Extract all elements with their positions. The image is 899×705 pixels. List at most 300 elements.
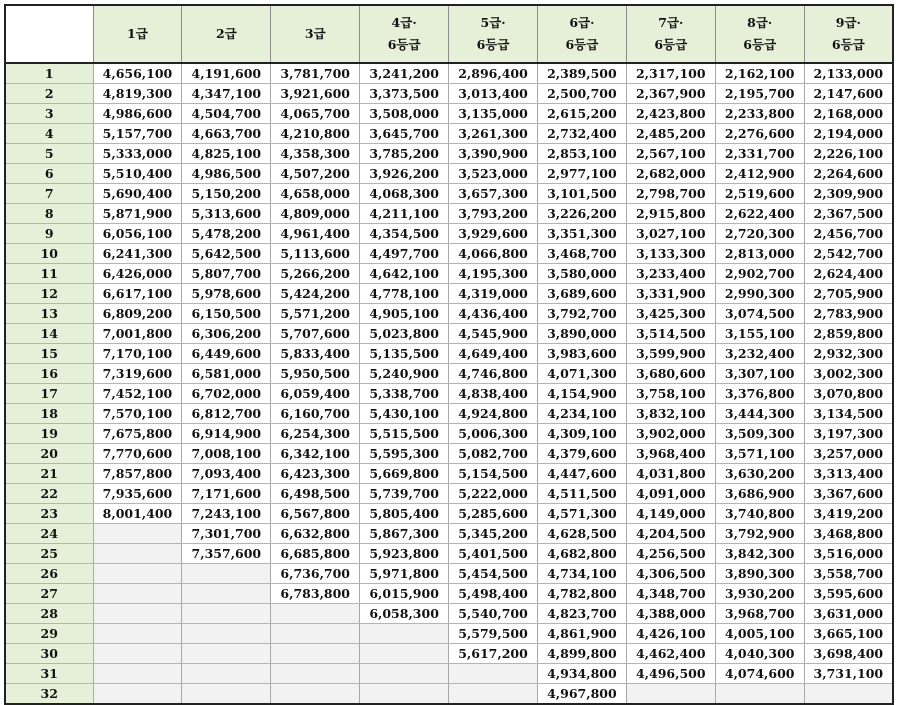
- salary-cell[interactable]: 5,222,000: [449, 484, 538, 504]
- salary-cell[interactable]: 3,832,100: [626, 404, 715, 424]
- header-grade-5[interactable]: [449, 5, 538, 63]
- salary-cell[interactable]: 4,234,100: [537, 404, 626, 424]
- salary-cell[interactable]: 5,006,300: [449, 424, 538, 444]
- salary-cell[interactable]: 3,645,700: [360, 124, 449, 144]
- salary-cell[interactable]: 4,734,100: [537, 564, 626, 584]
- empty-cell[interactable]: [93, 584, 182, 604]
- salary-cell[interactable]: 3,665,100: [804, 624, 893, 644]
- empty-cell[interactable]: [626, 684, 715, 705]
- salary-cell[interactable]: 4,511,500: [537, 484, 626, 504]
- salary-cell[interactable]: 5,023,800: [360, 324, 449, 344]
- salary-cell[interactable]: 4,074,600: [715, 664, 804, 684]
- salary-cell[interactable]: 4,809,000: [271, 204, 360, 224]
- salary-cell[interactable]: 6,059,400: [271, 384, 360, 404]
- salary-cell[interactable]: 3,890,300: [715, 564, 804, 584]
- salary-cell[interactable]: 6,426,000: [93, 264, 182, 284]
- step-number-cell[interactable]: 27: [5, 584, 93, 604]
- empty-cell[interactable]: [182, 624, 271, 644]
- step-number-cell[interactable]: 16: [5, 364, 93, 384]
- step-number-cell[interactable]: 26: [5, 564, 93, 584]
- salary-cell[interactable]: 4,319,000: [449, 284, 538, 304]
- salary-cell[interactable]: 2,309,900: [804, 184, 893, 204]
- salary-cell[interactable]: 3,133,300: [626, 244, 715, 264]
- salary-cell[interactable]: 5,871,900: [93, 204, 182, 224]
- step-number-cell[interactable]: 22: [5, 484, 93, 504]
- salary-cell[interactable]: 4,211,100: [360, 204, 449, 224]
- salary-cell[interactable]: 3,002,300: [804, 364, 893, 384]
- salary-cell[interactable]: 3,313,400: [804, 464, 893, 484]
- salary-cell[interactable]: 4,354,500: [360, 224, 449, 244]
- salary-cell[interactable]: 3,331,900: [626, 284, 715, 304]
- salary-cell[interactable]: 3,689,600: [537, 284, 626, 304]
- step-number-cell[interactable]: 31: [5, 664, 93, 684]
- salary-cell[interactable]: 4,656,100: [93, 63, 182, 84]
- salary-cell[interactable]: 6,342,100: [271, 444, 360, 464]
- salary-cell[interactable]: 5,266,200: [271, 264, 360, 284]
- salary-cell[interactable]: 4,496,500: [626, 664, 715, 684]
- salary-cell[interactable]: 6,306,200: [182, 324, 271, 344]
- salary-cell[interactable]: 3,514,500: [626, 324, 715, 344]
- salary-cell[interactable]: 3,758,100: [626, 384, 715, 404]
- empty-cell[interactable]: [182, 644, 271, 664]
- salary-cell[interactable]: 4,497,700: [360, 244, 449, 264]
- empty-cell[interactable]: [271, 644, 360, 664]
- salary-cell[interactable]: 6,812,700: [182, 404, 271, 424]
- salary-cell[interactable]: 4,642,100: [360, 264, 449, 284]
- salary-cell[interactable]: 3,516,000: [804, 544, 893, 564]
- salary-cell[interactable]: 2,276,600: [715, 124, 804, 144]
- salary-cell[interactable]: 4,649,400: [449, 344, 538, 364]
- salary-cell[interactable]: 4,348,700: [626, 584, 715, 604]
- empty-cell[interactable]: [715, 684, 804, 705]
- salary-cell[interactable]: 2,194,000: [804, 124, 893, 144]
- salary-cell[interactable]: 7,357,600: [182, 544, 271, 564]
- salary-cell[interactable]: 2,567,100: [626, 144, 715, 164]
- salary-cell[interactable]: 6,241,300: [93, 244, 182, 264]
- salary-cell[interactable]: 4,388,000: [626, 604, 715, 624]
- salary-cell[interactable]: 3,595,600: [804, 584, 893, 604]
- salary-cell[interactable]: 5,595,300: [360, 444, 449, 464]
- header-grade-6[interactable]: [537, 5, 626, 63]
- salary-cell[interactable]: 3,367,600: [804, 484, 893, 504]
- header-grade-1[interactable]: [93, 5, 182, 63]
- empty-cell[interactable]: [360, 624, 449, 644]
- salary-cell[interactable]: 5,971,800: [360, 564, 449, 584]
- salary-cell[interactable]: 2,896,400: [449, 63, 538, 84]
- salary-cell[interactable]: 7,243,100: [182, 504, 271, 524]
- step-number-cell[interactable]: 6: [5, 164, 93, 184]
- salary-cell[interactable]: 4,628,500: [537, 524, 626, 544]
- step-number-cell[interactable]: 29: [5, 624, 93, 644]
- header-grade-7[interactable]: [626, 5, 715, 63]
- salary-cell[interactable]: 4,309,100: [537, 424, 626, 444]
- salary-cell[interactable]: 7,170,100: [93, 344, 182, 364]
- salary-cell[interactable]: 5,430,100: [360, 404, 449, 424]
- salary-cell[interactable]: 3,698,400: [804, 644, 893, 664]
- step-number-cell[interactable]: 7: [5, 184, 93, 204]
- salary-cell[interactable]: 4,149,000: [626, 504, 715, 524]
- salary-cell[interactable]: 2,783,900: [804, 304, 893, 324]
- empty-cell[interactable]: [93, 604, 182, 624]
- step-number-cell[interactable]: 13: [5, 304, 93, 324]
- salary-cell[interactable]: 2,798,700: [626, 184, 715, 204]
- salary-cell[interactable]: 3,842,300: [715, 544, 804, 564]
- salary-cell[interactable]: 3,376,800: [715, 384, 804, 404]
- salary-cell[interactable]: 5,540,700: [449, 604, 538, 624]
- salary-cell[interactable]: 7,093,400: [182, 464, 271, 484]
- salary-cell[interactable]: 2,226,100: [804, 144, 893, 164]
- salary-cell[interactable]: 7,001,800: [93, 324, 182, 344]
- empty-cell[interactable]: [360, 664, 449, 684]
- salary-cell[interactable]: 6,567,800: [271, 504, 360, 524]
- salary-cell[interactable]: 3,419,200: [804, 504, 893, 524]
- salary-cell[interactable]: 3,425,300: [626, 304, 715, 324]
- salary-cell[interactable]: 6,736,700: [271, 564, 360, 584]
- salary-cell[interactable]: 2,542,700: [804, 244, 893, 264]
- salary-cell[interactable]: 3,468,800: [804, 524, 893, 544]
- salary-cell[interactable]: 3,785,200: [360, 144, 449, 164]
- salary-cell[interactable]: 4,154,900: [537, 384, 626, 404]
- salary-cell[interactable]: 4,986,600: [93, 104, 182, 124]
- salary-cell[interactable]: 4,905,100: [360, 304, 449, 324]
- salary-cell[interactable]: 3,558,700: [804, 564, 893, 584]
- salary-cell[interactable]: 2,853,100: [537, 144, 626, 164]
- salary-cell[interactable]: 2,977,100: [537, 164, 626, 184]
- salary-cell[interactable]: 5,833,400: [271, 344, 360, 364]
- salary-cell[interactable]: 4,658,000: [271, 184, 360, 204]
- salary-cell[interactable]: 5,082,700: [449, 444, 538, 464]
- salary-cell[interactable]: 5,338,700: [360, 384, 449, 404]
- step-number-cell[interactable]: 1: [5, 63, 93, 84]
- salary-cell[interactable]: 4,358,300: [271, 144, 360, 164]
- empty-cell[interactable]: [182, 604, 271, 624]
- empty-cell[interactable]: [271, 664, 360, 684]
- salary-cell[interactable]: 2,162,100: [715, 63, 804, 84]
- salary-cell[interactable]: 2,519,600: [715, 184, 804, 204]
- salary-cell[interactable]: 4,191,600: [182, 63, 271, 84]
- salary-cell[interactable]: 4,195,300: [449, 264, 538, 284]
- salary-cell[interactable]: 3,351,300: [537, 224, 626, 244]
- salary-cell[interactable]: 2,622,400: [715, 204, 804, 224]
- salary-cell[interactable]: 7,319,600: [93, 364, 182, 384]
- salary-cell[interactable]: 6,809,200: [93, 304, 182, 324]
- salary-cell[interactable]: 5,424,200: [271, 284, 360, 304]
- salary-cell[interactable]: 2,932,300: [804, 344, 893, 364]
- salary-cell[interactable]: 5,510,400: [93, 164, 182, 184]
- salary-cell[interactable]: 8,001,400: [93, 504, 182, 524]
- salary-cell[interactable]: 4,823,700: [537, 604, 626, 624]
- salary-cell[interactable]: 4,066,800: [449, 244, 538, 264]
- salary-cell[interactable]: 7,675,800: [93, 424, 182, 444]
- salary-cell[interactable]: 5,333,000: [93, 144, 182, 164]
- salary-cell[interactable]: 6,498,500: [271, 484, 360, 504]
- salary-cell[interactable]: 4,210,800: [271, 124, 360, 144]
- step-number-cell[interactable]: 20: [5, 444, 93, 464]
- salary-cell[interactable]: 6,783,800: [271, 584, 360, 604]
- salary-cell[interactable]: 3,233,400: [626, 264, 715, 284]
- salary-cell[interactable]: 3,740,800: [715, 504, 804, 524]
- step-number-cell[interactable]: 28: [5, 604, 93, 624]
- salary-cell[interactable]: 5,478,200: [182, 224, 271, 244]
- empty-cell[interactable]: [182, 684, 271, 705]
- salary-cell[interactable]: 3,101,500: [537, 184, 626, 204]
- salary-cell[interactable]: 2,389,500: [537, 63, 626, 84]
- salary-cell[interactable]: 2,264,600: [804, 164, 893, 184]
- empty-cell[interactable]: [449, 664, 538, 684]
- salary-cell[interactable]: 2,367,500: [804, 204, 893, 224]
- salary-cell[interactable]: 3,509,300: [715, 424, 804, 444]
- empty-cell[interactable]: [182, 664, 271, 684]
- step-number-cell[interactable]: 4: [5, 124, 93, 144]
- salary-cell[interactable]: 5,805,400: [360, 504, 449, 524]
- salary-cell[interactable]: 3,890,000: [537, 324, 626, 344]
- salary-cell[interactable]: 4,571,300: [537, 504, 626, 524]
- salary-cell[interactable]: 4,504,700: [182, 104, 271, 124]
- salary-cell[interactable]: 3,657,300: [449, 184, 538, 204]
- step-number-cell[interactable]: 19: [5, 424, 93, 444]
- salary-cell[interactable]: 6,449,600: [182, 344, 271, 364]
- empty-cell[interactable]: [93, 564, 182, 584]
- salary-cell[interactable]: 7,452,100: [93, 384, 182, 404]
- salary-cell[interactable]: 7,301,700: [182, 524, 271, 544]
- salary-cell[interactable]: 6,914,900: [182, 424, 271, 444]
- step-number-cell[interactable]: 25: [5, 544, 93, 564]
- salary-cell[interactable]: 4,462,400: [626, 644, 715, 664]
- salary-cell[interactable]: 2,456,700: [804, 224, 893, 244]
- salary-cell[interactable]: 2,990,300: [715, 284, 804, 304]
- salary-cell[interactable]: 4,663,700: [182, 124, 271, 144]
- salary-cell[interactable]: 3,226,200: [537, 204, 626, 224]
- salary-cell[interactable]: 2,195,700: [715, 84, 804, 104]
- salary-cell[interactable]: 4,426,100: [626, 624, 715, 644]
- salary-cell[interactable]: 3,390,900: [449, 144, 538, 164]
- salary-cell[interactable]: 4,861,900: [537, 624, 626, 644]
- salary-cell[interactable]: 5,135,500: [360, 344, 449, 364]
- salary-cell[interactable]: 3,930,200: [715, 584, 804, 604]
- salary-cell[interactable]: 3,013,400: [449, 84, 538, 104]
- empty-cell[interactable]: [93, 624, 182, 644]
- step-number-cell[interactable]: 23: [5, 504, 93, 524]
- salary-cell[interactable]: 4,825,100: [182, 144, 271, 164]
- salary-cell[interactable]: 3,630,200: [715, 464, 804, 484]
- salary-cell[interactable]: 5,515,500: [360, 424, 449, 444]
- empty-cell[interactable]: [93, 664, 182, 684]
- header-grade-4[interactable]: [360, 5, 449, 63]
- corner-cell[interactable]: [5, 5, 93, 63]
- salary-cell[interactable]: 3,968,400: [626, 444, 715, 464]
- salary-cell[interactable]: 3,686,900: [715, 484, 804, 504]
- salary-cell[interactable]: 4,005,100: [715, 624, 804, 644]
- step-number-cell[interactable]: 11: [5, 264, 93, 284]
- salary-cell[interactable]: 5,707,600: [271, 324, 360, 344]
- salary-cell[interactable]: 4,379,600: [537, 444, 626, 464]
- salary-cell[interactable]: 4,961,400: [271, 224, 360, 244]
- salary-cell[interactable]: 3,197,300: [804, 424, 893, 444]
- salary-cell[interactable]: 3,523,000: [449, 164, 538, 184]
- salary-cell[interactable]: 3,680,600: [626, 364, 715, 384]
- salary-cell[interactable]: 3,070,800: [804, 384, 893, 404]
- empty-cell[interactable]: [360, 644, 449, 664]
- salary-cell[interactable]: 5,113,600: [271, 244, 360, 264]
- salary-cell[interactable]: 2,168,000: [804, 104, 893, 124]
- salary-cell[interactable]: 5,313,600: [182, 204, 271, 224]
- salary-cell[interactable]: 5,642,500: [182, 244, 271, 264]
- salary-cell[interactable]: 6,160,700: [271, 404, 360, 424]
- salary-cell[interactable]: 2,705,900: [804, 284, 893, 304]
- empty-cell[interactable]: [449, 684, 538, 705]
- salary-cell[interactable]: 2,813,000: [715, 244, 804, 264]
- salary-cell[interactable]: 2,624,400: [804, 264, 893, 284]
- salary-cell[interactable]: 5,867,300: [360, 524, 449, 544]
- salary-cell[interactable]: 4,071,300: [537, 364, 626, 384]
- salary-cell[interactable]: 5,571,200: [271, 304, 360, 324]
- salary-cell[interactable]: 6,254,300: [271, 424, 360, 444]
- salary-cell[interactable]: 5,498,400: [449, 584, 538, 604]
- salary-cell[interactable]: 5,157,700: [93, 124, 182, 144]
- step-number-cell[interactable]: 3: [5, 104, 93, 124]
- salary-cell[interactable]: 2,367,900: [626, 84, 715, 104]
- step-number-cell[interactable]: 24: [5, 524, 93, 544]
- salary-cell[interactable]: 3,373,500: [360, 84, 449, 104]
- salary-cell[interactable]: 6,617,100: [93, 284, 182, 304]
- salary-cell[interactable]: 7,171,600: [182, 484, 271, 504]
- salary-cell[interactable]: 3,792,700: [537, 304, 626, 324]
- step-number-cell[interactable]: 5: [5, 144, 93, 164]
- salary-cell[interactable]: 2,682,000: [626, 164, 715, 184]
- step-number-cell[interactable]: 10: [5, 244, 93, 264]
- empty-cell[interactable]: [360, 684, 449, 705]
- header-grade-2[interactable]: [182, 5, 271, 63]
- salary-cell[interactable]: 3,968,700: [715, 604, 804, 624]
- salary-cell[interactable]: 4,347,100: [182, 84, 271, 104]
- salary-cell[interactable]: 3,135,000: [449, 104, 538, 124]
- salary-cell[interactable]: 2,500,700: [537, 84, 626, 104]
- salary-cell[interactable]: 2,615,200: [537, 104, 626, 124]
- salary-cell[interactable]: 2,317,100: [626, 63, 715, 84]
- step-number-cell[interactable]: 12: [5, 284, 93, 304]
- salary-cell[interactable]: 3,599,900: [626, 344, 715, 364]
- salary-cell[interactable]: 3,241,200: [360, 63, 449, 84]
- salary-cell[interactable]: 7,008,100: [182, 444, 271, 464]
- salary-cell[interactable]: 2,233,800: [715, 104, 804, 124]
- salary-cell[interactable]: 3,261,300: [449, 124, 538, 144]
- salary-cell[interactable]: 6,581,000: [182, 364, 271, 384]
- salary-cell[interactable]: 4,507,200: [271, 164, 360, 184]
- salary-cell[interactable]: 6,632,800: [271, 524, 360, 544]
- salary-cell[interactable]: 2,133,000: [804, 63, 893, 84]
- salary-cell[interactable]: 2,485,200: [626, 124, 715, 144]
- salary-cell[interactable]: 4,031,800: [626, 464, 715, 484]
- salary-cell[interactable]: 5,950,500: [271, 364, 360, 384]
- salary-cell[interactable]: 3,232,400: [715, 344, 804, 364]
- step-number-cell[interactable]: 17: [5, 384, 93, 404]
- step-number-cell[interactable]: 30: [5, 644, 93, 664]
- salary-cell[interactable]: 4,899,800: [537, 644, 626, 664]
- salary-cell[interactable]: 5,240,900: [360, 364, 449, 384]
- salary-cell[interactable]: 3,307,100: [715, 364, 804, 384]
- salary-cell[interactable]: 4,040,300: [715, 644, 804, 664]
- empty-cell[interactable]: [93, 644, 182, 664]
- salary-cell[interactable]: 5,345,200: [449, 524, 538, 544]
- step-number-cell[interactable]: 14: [5, 324, 93, 344]
- salary-cell[interactable]: 2,902,700: [715, 264, 804, 284]
- salary-cell[interactable]: 4,306,500: [626, 564, 715, 584]
- salary-cell[interactable]: 6,058,300: [360, 604, 449, 624]
- header-grade-8[interactable]: [715, 5, 804, 63]
- salary-cell[interactable]: 3,155,100: [715, 324, 804, 344]
- salary-cell[interactable]: 7,770,600: [93, 444, 182, 464]
- empty-cell[interactable]: [804, 684, 893, 705]
- salary-cell[interactable]: 3,134,500: [804, 404, 893, 424]
- salary-cell[interactable]: 5,150,200: [182, 184, 271, 204]
- step-number-cell[interactable]: 8: [5, 204, 93, 224]
- salary-cell[interactable]: 6,150,500: [182, 304, 271, 324]
- salary-cell[interactable]: 3,731,100: [804, 664, 893, 684]
- header-grade-3[interactable]: [271, 5, 360, 63]
- salary-cell[interactable]: 3,781,700: [271, 63, 360, 84]
- salary-cell[interactable]: 5,401,500: [449, 544, 538, 564]
- salary-cell[interactable]: 3,580,000: [537, 264, 626, 284]
- salary-cell[interactable]: 6,423,300: [271, 464, 360, 484]
- empty-cell[interactable]: [93, 684, 182, 705]
- salary-cell[interactable]: 2,732,400: [537, 124, 626, 144]
- step-number-cell[interactable]: 15: [5, 344, 93, 364]
- salary-cell[interactable]: 4,091,000: [626, 484, 715, 504]
- salary-cell[interactable]: 7,857,800: [93, 464, 182, 484]
- salary-cell[interactable]: 3,074,500: [715, 304, 804, 324]
- salary-cell[interactable]: 2,859,800: [804, 324, 893, 344]
- salary-cell[interactable]: 4,746,800: [449, 364, 538, 384]
- empty-cell[interactable]: [182, 584, 271, 604]
- salary-cell[interactable]: 5,454,500: [449, 564, 538, 584]
- salary-cell[interactable]: 2,720,300: [715, 224, 804, 244]
- salary-cell[interactable]: 4,778,100: [360, 284, 449, 304]
- salary-cell[interactable]: 2,147,600: [804, 84, 893, 104]
- step-number-cell[interactable]: 2: [5, 84, 93, 104]
- salary-cell[interactable]: 3,444,300: [715, 404, 804, 424]
- salary-cell[interactable]: 5,154,500: [449, 464, 538, 484]
- salary-cell[interactable]: 2,331,700: [715, 144, 804, 164]
- salary-cell[interactable]: 5,739,700: [360, 484, 449, 504]
- salary-cell[interactable]: 5,579,500: [449, 624, 538, 644]
- salary-cell[interactable]: 5,690,400: [93, 184, 182, 204]
- salary-cell[interactable]: 3,793,200: [449, 204, 538, 224]
- salary-cell[interactable]: 4,436,400: [449, 304, 538, 324]
- salary-cell[interactable]: 3,902,000: [626, 424, 715, 444]
- header-grade-9[interactable]: [804, 5, 893, 63]
- salary-cell[interactable]: 3,929,600: [449, 224, 538, 244]
- empty-cell[interactable]: [182, 564, 271, 584]
- salary-cell[interactable]: 4,967,800: [537, 684, 626, 705]
- salary-cell[interactable]: 3,027,100: [626, 224, 715, 244]
- salary-cell[interactable]: 2,412,900: [715, 164, 804, 184]
- step-number-cell[interactable]: 18: [5, 404, 93, 424]
- salary-cell[interactable]: 3,921,600: [271, 84, 360, 104]
- salary-cell[interactable]: 2,423,800: [626, 104, 715, 124]
- salary-cell[interactable]: 4,782,800: [537, 584, 626, 604]
- salary-cell[interactable]: 4,065,700: [271, 104, 360, 124]
- empty-cell[interactable]: [271, 604, 360, 624]
- empty-cell[interactable]: [271, 684, 360, 705]
- salary-cell[interactable]: 5,285,600: [449, 504, 538, 524]
- salary-cell[interactable]: 4,256,500: [626, 544, 715, 564]
- salary-cell[interactable]: 3,631,000: [804, 604, 893, 624]
- salary-cell[interactable]: 3,983,600: [537, 344, 626, 364]
- salary-cell[interactable]: 5,807,700: [182, 264, 271, 284]
- salary-cell[interactable]: 4,204,500: [626, 524, 715, 544]
- salary-cell[interactable]: 4,934,800: [537, 664, 626, 684]
- salary-cell[interactable]: 3,571,100: [715, 444, 804, 464]
